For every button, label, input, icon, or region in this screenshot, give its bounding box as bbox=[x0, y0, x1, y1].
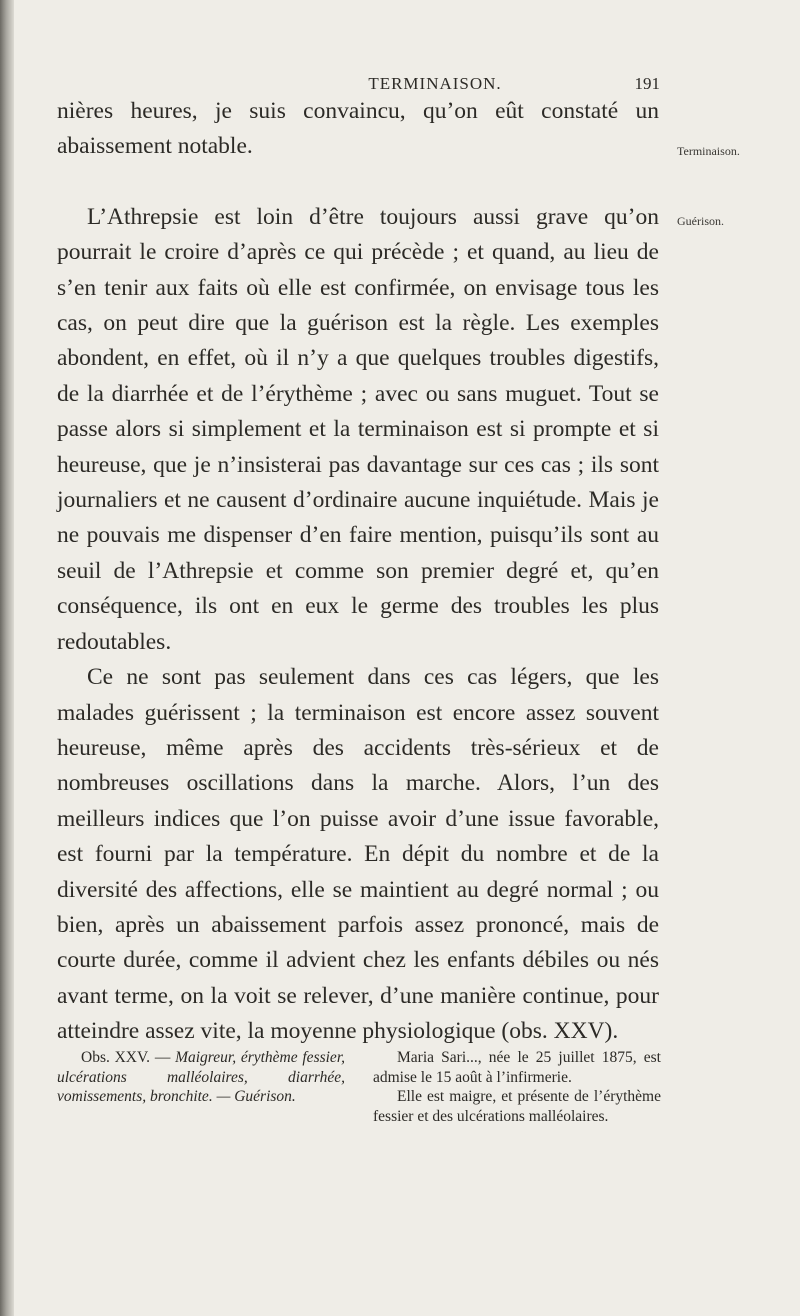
observation-note bbox=[57, 1048, 661, 1126]
observation-left-column bbox=[57, 1048, 345, 1126]
observation-heading bbox=[57, 1048, 345, 1107]
main-text bbox=[57, 94, 659, 1050]
page-number: 191 bbox=[634, 74, 660, 93]
margin-note-guerison: Guérison. bbox=[677, 214, 724, 228]
observation-patient: Maria Sari..., née le 25 juillet 1875, est admise le 15 août à l’infirmerie. bbox=[373, 1049, 661, 1086]
page-binding-edge bbox=[0, 0, 14, 1316]
observation-right-column bbox=[373, 1048, 661, 1126]
paragraph-continuation: nières heures, je suis convaincu, qu’on eût constaté un abaissement notable. bbox=[57, 98, 659, 160]
running-title: TERMINAISON. bbox=[368, 74, 502, 93]
observation-title: Maigreur, érythème fessier, ulcérations malléolaires, diarrhée, vomissements, bronchite. — Guérison. bbox=[57, 1049, 346, 1106]
margin-note-terminaison: Terminaison. bbox=[677, 144, 740, 158]
observation-finding: Elle est maigre, et présente de l’érythème fessier et des ulcérations malléolaires. bbox=[373, 1088, 661, 1125]
paragraph-temperature: Ce ne sont pas seulement dans ces cas légers, que les malades guérissent ; la terminaison est encore assez souvent heureuse, même après des accidents très-sérieux et de nombreuses oscillations dans la marche. Alors, l’un des meilleurs indices que l’on puisse avoir d’une issue favorable, est fourni par la température. En dépit du nombre et de la diversité des affections, elle se maintient au degré normal ; ou bien, après un abaissement parfois assez prononcé, mais de courte durée, comme il advient chez les enfants débiles ou nés avant terme, on la voit se relever, d’une manière continue, pour atteindre assez vite, la moyenne physiologique (obs. XXV). bbox=[57, 664, 659, 1045]
paragraph-athrepsie: L’Athrepsie est loin d’être toujours aussi grave qu’on pourrait le croire d’après ce qui précède ; et quand, au lieu de s’en tenir aux faits où elle est confirmée, on envisage tous les cas, on peut dire que la guérison est la règle. Les exemples abondent, en effet, où il n’y a que quelques troubles digestifs, de la diarrhée et de l’érythème ; avec ou sans muguet. Tout se passe alors si simplement et la terminaison est si prompte et si heureuse, que je n’insisterai pas davantage sur ces cas ; ils sont journaliers et ne causent d’ordinaire aucune inquiétude. Mais je ne pouvais me dispenser d’en faire mention, puisqu’ils sont au seuil de l’Athrepsie et comme son premier degré et, qu’en conséquence, ils ont en eux le germe des troubles les plus redoutables. bbox=[57, 203, 659, 655]
observation-label: Obs. XXV. — bbox=[81, 1049, 176, 1066]
